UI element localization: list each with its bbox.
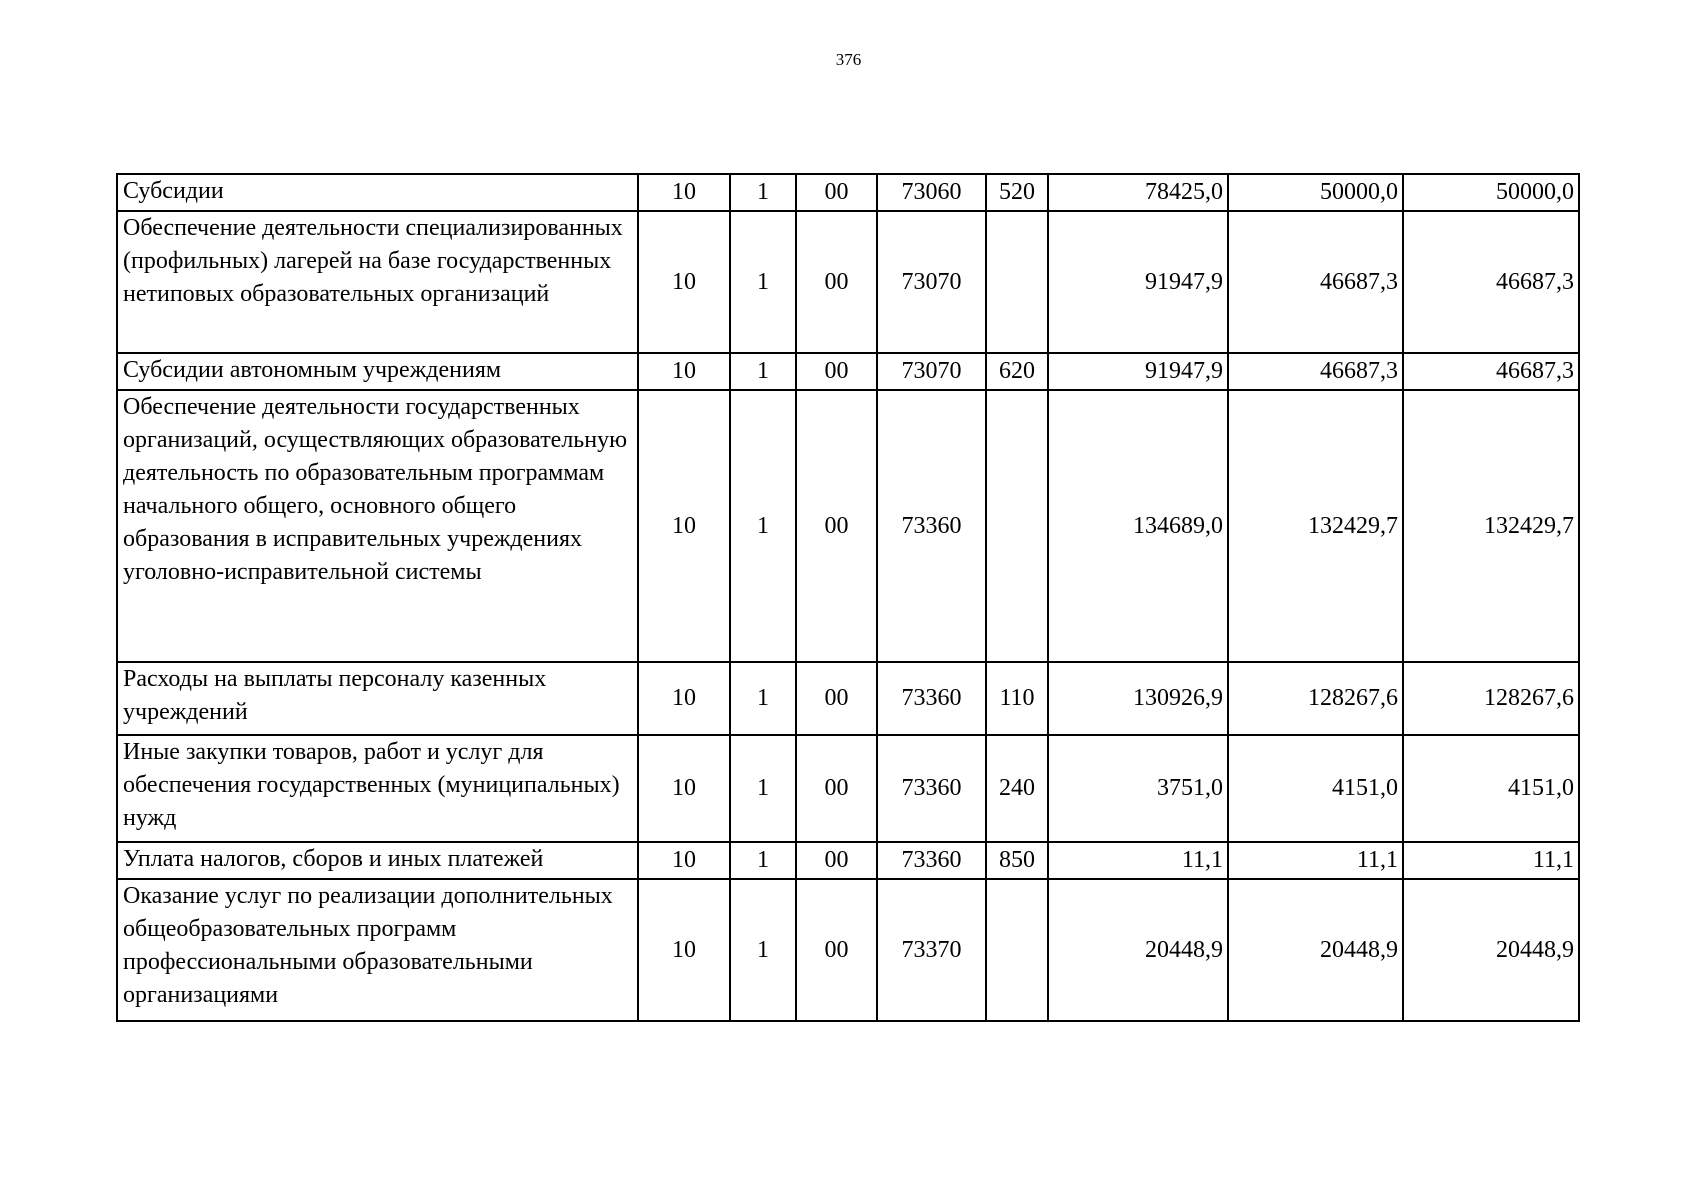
amount-3: 46687,3 (1403, 211, 1579, 353)
section-code: 10 (638, 735, 730, 842)
page-number: 376 (835, 50, 862, 69)
amount-3: 11,1 (1403, 842, 1579, 879)
amount-3: 46687,3 (1403, 353, 1579, 390)
section-code: 10 (638, 353, 730, 390)
program-code: 00 (796, 211, 877, 353)
subsection-code: 1 (730, 174, 796, 211)
program-code: 00 (796, 174, 877, 211)
amount-1: 134689,0 (1048, 390, 1228, 662)
amount-2: 4151,0 (1228, 735, 1403, 842)
section-code: 10 (638, 842, 730, 879)
subsection-code: 1 (730, 662, 796, 735)
table-row (117, 879, 1579, 1021)
target-code: 73070 (877, 353, 986, 390)
subsection-code: 1 (730, 842, 796, 879)
amount-1: 3751,0 (1048, 735, 1228, 842)
section-code: 10 (638, 211, 730, 353)
section-code: 10 (638, 390, 730, 662)
row-name: Иные закупки товаров, работ и услуг для обеспечения государственных (муниципальных) нужд (117, 735, 638, 842)
program-code: 00 (796, 390, 877, 662)
amount-1: 11,1 (1048, 842, 1228, 879)
row-name: Расходы на выплаты персоналу казенных учреждений (117, 662, 638, 735)
subsection-code: 1 (730, 735, 796, 842)
subsection-code: 1 (730, 390, 796, 662)
table-row (117, 353, 1579, 390)
expense-type-code: 520 (986, 174, 1048, 211)
row-name: Оказание услуг по реализации дополнительных общеобразовательных программ профессиональными образовательными организациями (117, 879, 638, 1021)
target-code: 73070 (877, 211, 986, 353)
table-row (117, 211, 1579, 353)
expense-type-code: 850 (986, 842, 1048, 879)
expense-type-code (986, 879, 1048, 1021)
table-row (117, 174, 1579, 211)
table-row (117, 390, 1579, 662)
row-name: Субсидии автономным учреждениям (117, 353, 638, 390)
target-code: 73060 (877, 174, 986, 211)
expense-type-code (986, 390, 1048, 662)
row-name: Субсидии (117, 174, 638, 211)
program-code: 00 (796, 353, 877, 390)
budget-table (116, 173, 1580, 1022)
row-name: Уплата налогов, сборов и иных платежей (117, 842, 638, 879)
subsection-code: 1 (730, 353, 796, 390)
expense-type-code: 620 (986, 353, 1048, 390)
amount-3: 20448,9 (1403, 879, 1579, 1021)
target-code: 73360 (877, 735, 986, 842)
amount-2: 50000,0 (1228, 174, 1403, 211)
program-code: 00 (796, 842, 877, 879)
subsection-code: 1 (730, 879, 796, 1021)
amount-2: 46687,3 (1228, 353, 1403, 390)
expense-type-code: 110 (986, 662, 1048, 735)
amount-2: 46687,3 (1228, 211, 1403, 353)
amount-2: 20448,9 (1228, 879, 1403, 1021)
section-code: 10 (638, 662, 730, 735)
target-code: 73360 (877, 842, 986, 879)
table-row (117, 735, 1579, 842)
target-code: 73370 (877, 879, 986, 1021)
target-code: 73360 (877, 390, 986, 662)
amount-1: 20448,9 (1048, 879, 1228, 1021)
target-code: 73360 (877, 662, 986, 735)
subsection-code: 1 (730, 211, 796, 353)
amount-2: 11,1 (1228, 842, 1403, 879)
program-code: 00 (796, 879, 877, 1021)
expense-type-code: 240 (986, 735, 1048, 842)
table-row (117, 842, 1579, 879)
expense-type-code (986, 211, 1048, 353)
amount-2: 132429,7 (1228, 390, 1403, 662)
row-name: Обеспечение деятельности специализированных (профильных) лагерей на базе государственных нетиповых образовательных организаций (117, 211, 638, 353)
program-code: 00 (796, 735, 877, 842)
amount-3: 128267,6 (1403, 662, 1579, 735)
section-code: 10 (638, 174, 730, 211)
amount-1: 91947,9 (1048, 211, 1228, 353)
amount-3: 50000,0 (1403, 174, 1579, 211)
amount-1: 91947,9 (1048, 353, 1228, 390)
table-row (117, 662, 1579, 735)
section-code: 10 (638, 879, 730, 1021)
amount-1: 78425,0 (1048, 174, 1228, 211)
row-name: Обеспечение деятельности государственных организаций, осуществляющих образовательную деятельность по образовательным программам начального общего, основного общего образования в исправительных учреждениях уголовно-исправительной системы (117, 390, 638, 662)
amount-1: 130926,9 (1048, 662, 1228, 735)
program-code: 00 (796, 662, 877, 735)
amount-3: 4151,0 (1403, 735, 1579, 842)
amount-3: 132429,7 (1403, 390, 1579, 662)
amount-2: 128267,6 (1228, 662, 1403, 735)
